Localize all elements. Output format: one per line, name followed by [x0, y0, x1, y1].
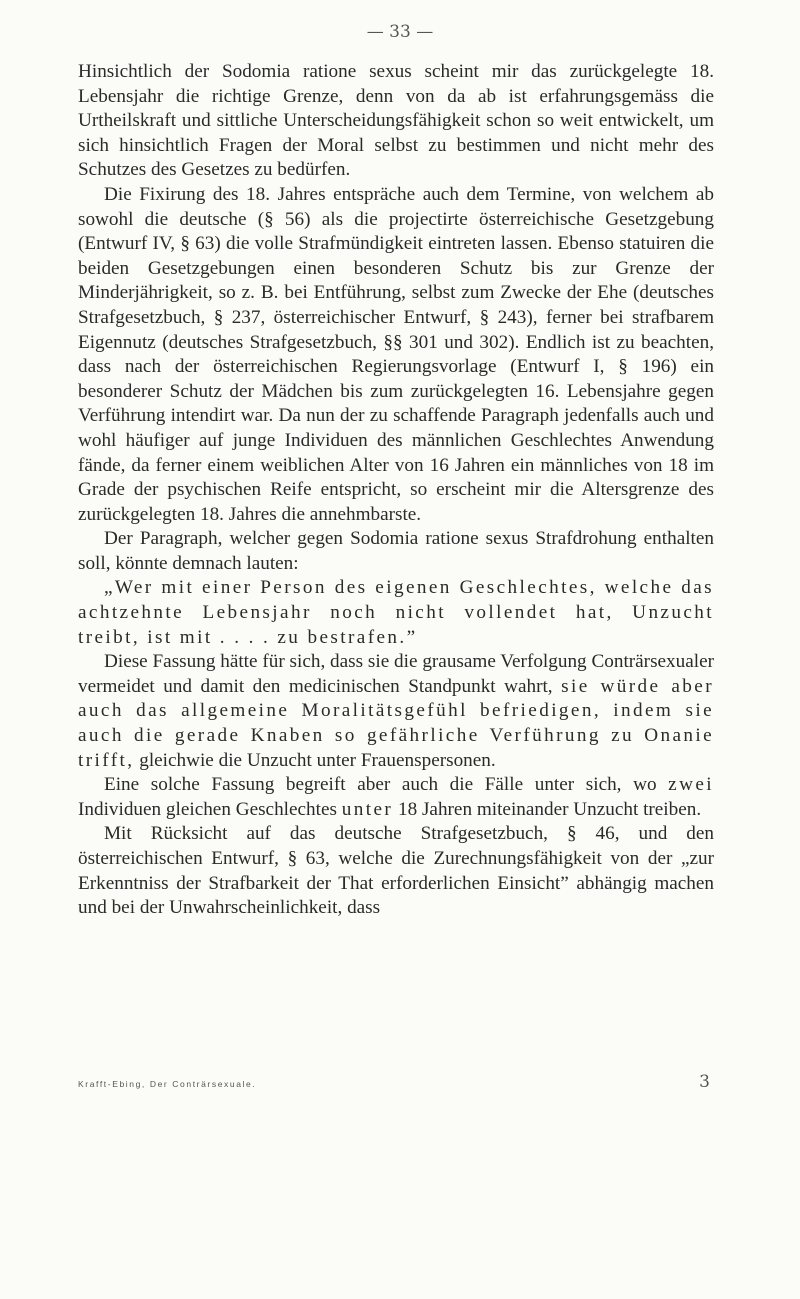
paragraph-5 — [78, 650, 714, 773]
sheet-signature: Krafft-Ebing, Der Conträrsexuale. — [78, 1079, 257, 1089]
paragraph-3: Der Paragraph, welcher gegen Sodomia ratione sexus Strafdrohung enthalten soll, könnte demnach lauten: — [78, 528, 714, 574]
paragraph-6 — [78, 773, 714, 822]
page-number: — 33 — — [366, 22, 434, 42]
paragraph-6-part-1: Eine solche Fassung begreift aber auch die Fälle unter sich, wo — [104, 774, 669, 796]
paragraph-6-part-3: Individuen gleichen Geschlechtes — [78, 798, 342, 820]
body-text — [78, 60, 714, 921]
paragraph-5-spaced-text: sie würde aber auch das allgemeine Moralitätsgefühl befriedigen, indem sie auch die gerade Knaben so gefährliche Verführung zu Onanie trifft, — [78, 675, 714, 771]
paragraph-6-spaced-unter: unter — [341, 798, 394, 820]
paragraph-5-part-3: gleichwie die Unzucht unter Frauenspersonen. — [134, 749, 496, 771]
proposed-law-quote: „Wer mit einer Person des eigenen Geschlechtes, welche das achtzehnte Lebensjahr noch nicht vollendet hat, Unzucht treibt, ist mit . . . . zu bestrafen.” — [78, 577, 714, 648]
paragraph-5-part-1: Diese Fassung hätte für sich, dass sie die grausame Verfolgung Conträrsexualer vermeidet und damit den medicinischen Standpunkt wahrt, — [78, 651, 714, 697]
sheet-number: 3 — [699, 1072, 710, 1092]
paragraph-1: Hinsichtlich der Sodomia ratione sexus scheint mir das zurückgelegte 18. Lebensjahr die richtige Grenze, denn von da ab ist erfahrungsgemäss die Urtheilskraft und sittliche Unterscheidungsfähigkeit schon so weit entwickelt, um sich hinsichtlich Fragen der Moral selbst zu bestimmen und nicht mehr des Schutzes des Gesetzes zu bedürfen. — [78, 61, 714, 181]
page-footer — [78, 1072, 714, 1092]
paragraph-6-spaced-zwei: zwei — [668, 774, 714, 796]
paragraph-7: Mit Rücksicht auf das deutsche Strafgesetzbuch, § 46, und den österreichischen Entwurf, § 63, welche die Zurechnungsfähigkeit von der „zur Erkenntniss der Strafbarkeit der That erforderlichen Einsicht” abhängig machen und bei der Unwahrscheinlichkeit, dass — [78, 823, 714, 919]
paragraph-2: Die Fixirung des 18. Jahres entspräche auch dem Termine, von welchem ab sowohl die deutsche (§ 56) als die projectirte österreichische Gesetzgebung (Entwurf IV, § 63) die volle Strafmündigkeit eintreten lassen. Ebenso statuiren die beiden Gesetzgebungen einen besonderen Schutz bis zur Grenze der Minderjährigkeit, so z. B. bei Entführung, selbst zum Zwecke der Ehe (deutsches Strafgesetzbuch, § 237, österreichischer Entwurf, § 243), ferner bei strafbarem Eigennutz (deutsches Strafgesetzbuch, §§ 301 und 302). Endlich ist zu beachten, dass nach der österreichischen Regierungsvorlage (Entwurf I, § 196) ein besonderer Schutz der Mädchen bis zum zurückgelegten 16. Lebensjahre gegen Verführung intendirt war. Da nun der zu schaffende Paragraph jedenfalls auch und wohl häufiger auf junge Individuen des männlichen Geschlechtes Anwendung fände, da ferner einem weiblichen Alter von 16 Jahren ein männliches von 18 im Grade der psychischen Reife entspricht, so erscheint mir die Altersgrenze des zurückgelegten 18. Jahres die annehmbarste. — [78, 183, 714, 525]
paragraph-6-part-5: 18 Jahren miteinander Unzucht treiben. — [393, 798, 702, 820]
